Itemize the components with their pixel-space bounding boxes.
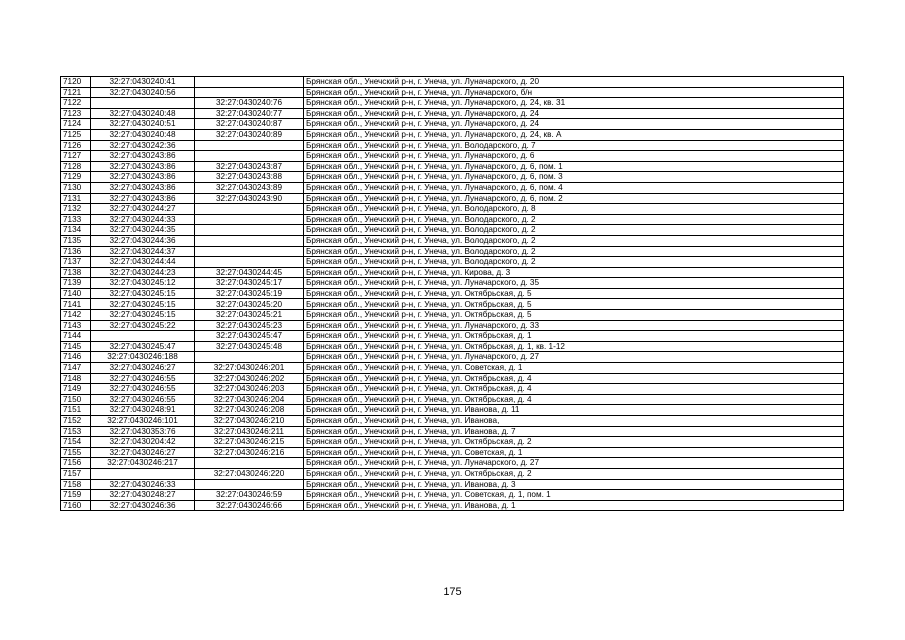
table-row <box>61 458 844 469</box>
cadastral-number-cell: 32:27:0430244:44 <box>91 257 195 268</box>
related-cadastral-number-cell: 32:27:0430240:87 <box>195 119 304 130</box>
table-row <box>61 426 844 437</box>
related-cadastral-number-cell: 32:27:0430243:89 <box>195 182 304 193</box>
row-number-cell: 7132 <box>61 204 91 215</box>
address-cell: Брянская обл., Унечский р-н, г. Унеча, ул. Луначарского, д. 6, пом. 1 <box>304 161 844 172</box>
related-cadastral-number-cell: 32:27:0430246:203 <box>195 384 304 395</box>
related-cadastral-number-cell <box>195 204 304 215</box>
table-row <box>61 278 844 289</box>
row-number-cell: 7158 <box>61 479 91 490</box>
cadastral-number-cell: 32:27:0430244:37 <box>91 246 195 257</box>
related-cadastral-number-cell: 32:27:0430246:215 <box>195 437 304 448</box>
table-row <box>61 447 844 458</box>
address-cell: Брянская обл., Унечский р-н, г. Унеча, ул. Иванова, д. 11 <box>304 405 844 416</box>
row-number-cell: 7140 <box>61 288 91 299</box>
related-cadastral-number-cell: 32:27:0430246:216 <box>195 447 304 458</box>
row-number-cell: 7134 <box>61 225 91 236</box>
cadastral-number-cell: 32:27:0430246:101 <box>91 416 195 427</box>
related-cadastral-number-cell: 32:27:0430243:87 <box>195 161 304 172</box>
row-number-cell: 7124 <box>61 119 91 130</box>
row-number-cell: 7127 <box>61 151 91 162</box>
address-cell: Брянская обл., Унечский р-н, г. Унеча, ул. Октябрьская, д. 5 <box>304 288 844 299</box>
row-number-cell: 7136 <box>61 246 91 257</box>
cadastral-number-cell: 32:27:0430243:86 <box>91 193 195 204</box>
related-cadastral-number-cell <box>195 246 304 257</box>
row-number-cell: 7138 <box>61 267 91 278</box>
table-row <box>61 204 844 215</box>
cadastral-number-cell: 32:27:0430245:12 <box>91 278 195 289</box>
row-number-cell: 7122 <box>61 98 91 109</box>
cadastral-number-cell: 32:27:0430245:15 <box>91 310 195 321</box>
row-number-cell: 7129 <box>61 172 91 183</box>
table-row <box>61 331 844 342</box>
cadastral-number-cell: 32:27:0430246:55 <box>91 394 195 405</box>
address-cell: Брянская обл., Унечский р-н, г. Унеча, ул. Луначарского, б/н <box>304 87 844 98</box>
row-number-cell: 7135 <box>61 235 91 246</box>
related-cadastral-number-cell: 32:27:0430245:20 <box>195 299 304 310</box>
table-row <box>61 225 844 236</box>
cadastral-number-cell: 32:27:0430243:86 <box>91 161 195 172</box>
table-row <box>61 341 844 352</box>
table-row <box>61 437 844 448</box>
related-cadastral-number-cell <box>195 458 304 469</box>
related-cadastral-number-cell <box>195 214 304 225</box>
address-cell: Брянская обл., Унечский р-н, г. Унеча, ул. Луначарского, д. 20 <box>304 77 844 88</box>
address-cell: Брянская обл., Унечский р-н, г. Унеча, ул. Луначарского, д. 24, кв. 31 <box>304 98 844 109</box>
cadastral-number-cell: 32:27:0430245:47 <box>91 341 195 352</box>
cadastral-number-cell <box>91 98 195 109</box>
table-row <box>61 108 844 119</box>
table-row <box>61 352 844 363</box>
cadastral-number-cell: 32:27:0430246:27 <box>91 447 195 458</box>
table-row <box>61 193 844 204</box>
address-cell: Брянская обл., Унечский р-н, г. Унеча, ул. Октябрьская, д. 5 <box>304 310 844 321</box>
row-number-cell: 7145 <box>61 341 91 352</box>
cadastral-number-cell: 32:27:0430244:33 <box>91 214 195 225</box>
address-cell: Брянская обл., Унечский р-н, г. Унеча, ул. Советская, д. 1 <box>304 447 844 458</box>
row-number-cell: 7154 <box>61 437 91 448</box>
table-row <box>61 129 844 140</box>
table-row <box>61 151 844 162</box>
cadastral-number-cell: 32:27:0430245:15 <box>91 288 195 299</box>
related-cadastral-number-cell: 32:27:0430246:220 <box>195 468 304 479</box>
cadastral-number-cell: 32:27:0430246:217 <box>91 458 195 469</box>
cadastral-number-cell: 32:27:0430240:51 <box>91 119 195 130</box>
table-row <box>61 416 844 427</box>
cadastral-number-cell: 32:27:0430204:42 <box>91 437 195 448</box>
cadastral-number-cell: 32:27:0430246:188 <box>91 352 195 363</box>
table-row <box>61 310 844 321</box>
address-cell: Брянская обл., Унечский р-н, г. Унеча, ул. Володарского, д. 2 <box>304 235 844 246</box>
row-number-cell: 7152 <box>61 416 91 427</box>
cadastral-number-cell: 32:27:0430244:27 <box>91 204 195 215</box>
row-number-cell: 7146 <box>61 352 91 363</box>
address-cell: Брянская обл., Унечский р-н, г. Унеча, ул. Володарского, д. 2 <box>304 214 844 225</box>
table-row <box>61 246 844 257</box>
row-number-cell: 7126 <box>61 140 91 151</box>
table-row <box>61 479 844 490</box>
row-number-cell: 7151 <box>61 405 91 416</box>
address-cell: Брянская обл., Унечский р-н, г. Унеча, ул. Октябрьская, д. 4 <box>304 384 844 395</box>
table-row <box>61 299 844 310</box>
related-cadastral-number-cell <box>195 235 304 246</box>
address-cell: Брянская обл., Унечский р-н, г. Унеча, ул. Луначарского, д. 33 <box>304 320 844 331</box>
row-number-cell: 7121 <box>61 87 91 98</box>
related-cadastral-number-cell: 32:27:0430246:204 <box>195 394 304 405</box>
related-cadastral-number-cell: 32:27:0430245:17 <box>195 278 304 289</box>
related-cadastral-number-cell: 32:27:0430240:89 <box>195 129 304 140</box>
table-row <box>61 172 844 183</box>
related-cadastral-number-cell: 32:27:0430245:23 <box>195 320 304 331</box>
table-row <box>61 405 844 416</box>
table-row <box>61 235 844 246</box>
table-row <box>61 87 844 98</box>
address-cell: Брянская обл., Унечский р-н, г. Унеча, ул. Кирова, д. 3 <box>304 267 844 278</box>
related-cadastral-number-cell: 32:27:0430240:76 <box>195 98 304 109</box>
row-number-cell: 7142 <box>61 310 91 321</box>
address-cell: Брянская обл., Унечский р-н, г. Унеча, ул. Луначарского, д. 6, пом. 4 <box>304 182 844 193</box>
related-cadastral-number-cell <box>195 352 304 363</box>
related-cadastral-number-cell: 32:27:0430245:19 <box>195 288 304 299</box>
address-cell: Брянская обл., Унечский р-н, г. Унеча, ул. Луначарского, д. 6 <box>304 151 844 162</box>
related-cadastral-number-cell: 32:27:0430240:77 <box>195 108 304 119</box>
address-cell: Брянская обл., Унечский р-н, г. Унеча, ул. Луначарского, д. 35 <box>304 278 844 289</box>
related-cadastral-number-cell: 32:27:0430246:59 <box>195 490 304 501</box>
address-cell: Брянская обл., Унечский р-н, г. Унеча, ул. Луначарского, д. 24 <box>304 119 844 130</box>
address-cell: Брянская обл., Унечский р-н, г. Унеча, ул. Советская, д. 1, пом. 1 <box>304 490 844 501</box>
row-number-cell: 7123 <box>61 108 91 119</box>
table-row <box>61 267 844 278</box>
related-cadastral-number-cell: 32:27:0430245:21 <box>195 310 304 321</box>
row-number-cell: 7120 <box>61 77 91 88</box>
cadastral-number-cell: 32:27:0430353:76 <box>91 426 195 437</box>
row-number-cell: 7143 <box>61 320 91 331</box>
related-cadastral-number-cell: 32:27:0430246:210 <box>195 416 304 427</box>
table-row <box>61 363 844 374</box>
table-row <box>61 161 844 172</box>
row-number-cell: 7150 <box>61 394 91 405</box>
related-cadastral-number-cell: 32:27:0430245:47 <box>195 331 304 342</box>
row-number-cell: 7153 <box>61 426 91 437</box>
table-row <box>61 394 844 405</box>
related-cadastral-number-cell: 32:27:0430246:211 <box>195 426 304 437</box>
address-cell: Брянская обл., Унечский р-н, г. Унеча, ул. Иванова, д. 7 <box>304 426 844 437</box>
cadastral-number-cell: 32:27:0430242:36 <box>91 140 195 151</box>
related-cadastral-number-cell <box>195 479 304 490</box>
related-cadastral-number-cell <box>195 77 304 88</box>
cadastral-number-cell <box>91 468 195 479</box>
address-cell: Брянская обл., Унечский р-н, г. Унеча, ул. Луначарского, д. 24, кв. А <box>304 129 844 140</box>
cadastral-number-cell: 32:27:0430245:15 <box>91 299 195 310</box>
table-row <box>61 140 844 151</box>
address-cell: Брянская обл., Унечский р-н, г. Унеча, ул. Октябрьская, д. 4 <box>304 394 844 405</box>
table-row <box>61 320 844 331</box>
cadastral-number-cell: 32:27:0430246:55 <box>91 384 195 395</box>
table-row <box>61 288 844 299</box>
table-row <box>61 373 844 384</box>
address-cell: Брянская обл., Унечский р-н, г. Унеча, ул. Советская, д. 1 <box>304 363 844 374</box>
registry-table <box>60 76 844 511</box>
cadastral-number-cell: 32:27:0430243:86 <box>91 172 195 183</box>
address-cell: Брянская обл., Унечский р-н, г. Унеча, ул. Луначарского, д. 27 <box>304 458 844 469</box>
related-cadastral-number-cell: 32:27:0430246:208 <box>195 405 304 416</box>
cadastral-number-cell: 32:27:0430246:36 <box>91 500 195 511</box>
address-cell: Брянская обл., Унечский р-н, г. Унеча, ул. Луначарского, д. 24 <box>304 108 844 119</box>
row-number-cell: 7148 <box>61 373 91 384</box>
cadastral-number-cell: 32:27:0430248:27 <box>91 490 195 501</box>
address-cell: Брянская обл., Унечский р-н, г. Унеча, ул. Иванова, д. 1 <box>304 500 844 511</box>
address-cell: Брянская обл., Унечский р-н, г. Унеча, ул. Октябрьская, д. 4 <box>304 373 844 384</box>
related-cadastral-number-cell: 32:27:0430243:90 <box>195 193 304 204</box>
address-cell: Брянская обл., Унечский р-н, г. Унеча, ул. Володарского, д. 2 <box>304 225 844 236</box>
table-row <box>61 98 844 109</box>
row-number-cell: 7155 <box>61 447 91 458</box>
cadastral-number-cell: 32:27:0430240:48 <box>91 129 195 140</box>
row-number-cell: 7130 <box>61 182 91 193</box>
row-number-cell: 7137 <box>61 257 91 268</box>
row-number-cell: 7141 <box>61 299 91 310</box>
row-number-cell: 7139 <box>61 278 91 289</box>
related-cadastral-number-cell: 32:27:0430245:48 <box>195 341 304 352</box>
table-row <box>61 500 844 511</box>
address-cell: Брянская обл., Унечский р-н, г. Унеча, ул. Октябрьская, д. 5 <box>304 299 844 310</box>
registry-table-body <box>61 77 844 511</box>
address-cell: Брянская обл., Унечский р-н, г. Унеча, ул. Володарского, д. 2 <box>304 257 844 268</box>
cadastral-number-cell: 32:27:0430246:33 <box>91 479 195 490</box>
address-cell: Брянская обл., Унечский р-н, г. Унеча, ул. Иванова, <box>304 416 844 427</box>
table-row <box>61 257 844 268</box>
address-cell: Брянская обл., Унечский р-н, г. Унеча, ул. Иванова, д. 3 <box>304 479 844 490</box>
related-cadastral-number-cell: 32:27:0430243:88 <box>195 172 304 183</box>
related-cadastral-number-cell: 32:27:0430246:66 <box>195 500 304 511</box>
related-cadastral-number-cell <box>195 87 304 98</box>
cadastral-number-cell <box>91 331 195 342</box>
cadastral-number-cell: 32:27:0430246:55 <box>91 373 195 384</box>
related-cadastral-number-cell <box>195 257 304 268</box>
row-number-cell: 7133 <box>61 214 91 225</box>
address-cell: Брянская обл., Унечский р-н, г. Унеча, ул. Октябрьская, д. 2 <box>304 468 844 479</box>
table-row <box>61 182 844 193</box>
row-number-cell: 7147 <box>61 363 91 374</box>
cadastral-number-cell: 32:27:0430243:86 <box>91 151 195 162</box>
address-cell: Брянская обл., Унечский р-н, г. Унеча, ул. Володарского, д. 8 <box>304 204 844 215</box>
cadastral-number-cell: 32:27:0430240:41 <box>91 77 195 88</box>
row-number-cell: 7144 <box>61 331 91 342</box>
cadastral-number-cell: 32:27:0430244:23 <box>91 267 195 278</box>
row-number-cell: 7128 <box>61 161 91 172</box>
related-cadastral-number-cell: 32:27:0430244:45 <box>195 267 304 278</box>
related-cadastral-number-cell: 32:27:0430246:201 <box>195 363 304 374</box>
page-number: 175 <box>443 586 462 598</box>
address-cell: Брянская обл., Унечский р-н, г. Унеча, ул. Октябрьская, д. 1, кв. 1-12 <box>304 341 844 352</box>
related-cadastral-number-cell <box>195 225 304 236</box>
address-cell: Брянская обл., Унечский р-н, г. Унеча, ул. Володарского, д. 2 <box>304 246 844 257</box>
address-cell: Брянская обл., Унечский р-н, г. Унеча, ул. Октябрьская, д. 2 <box>304 437 844 448</box>
address-cell: Брянская обл., Унечский р-н, г. Унеча, ул. Октябрьская, д. 1 <box>304 331 844 342</box>
table-row <box>61 77 844 88</box>
address-cell: Брянская обл., Унечский р-н, г. Унеча, ул. Луначарского, д. 6, пом. 3 <box>304 172 844 183</box>
row-number-cell: 7125 <box>61 129 91 140</box>
related-cadastral-number-cell <box>195 140 304 151</box>
address-cell: Брянская обл., Унечский р-н, г. Унеча, ул. Луначарского, д. 27 <box>304 352 844 363</box>
address-cell: Брянская обл., Унечский р-н, г. Унеча, ул. Луначарского, д. 6, пом. 2 <box>304 193 844 204</box>
cadastral-number-cell: 32:27:0430248:91 <box>91 405 195 416</box>
cadastral-number-cell: 32:27:0430244:36 <box>91 235 195 246</box>
address-cell: Брянская обл., Унечский р-н, г. Унеча, ул. Володарского, д. 7 <box>304 140 844 151</box>
row-number-cell: 7157 <box>61 468 91 479</box>
cadastral-number-cell: 32:27:0430240:48 <box>91 108 195 119</box>
row-number-cell: 7149 <box>61 384 91 395</box>
cadastral-number-cell: 32:27:0430246:27 <box>91 363 195 374</box>
cadastral-number-cell: 32:27:0430240:56 <box>91 87 195 98</box>
table-row <box>61 384 844 395</box>
cadastral-number-cell: 32:27:0430245:22 <box>91 320 195 331</box>
table-row <box>61 214 844 225</box>
row-number-cell: 7159 <box>61 490 91 501</box>
row-number-cell: 7156 <box>61 458 91 469</box>
related-cadastral-number-cell: 32:27:0430246:202 <box>195 373 304 384</box>
table-row <box>61 468 844 479</box>
table-row <box>61 119 844 130</box>
table-row <box>61 490 844 501</box>
related-cadastral-number-cell <box>195 151 304 162</box>
row-number-cell: 7160 <box>61 500 91 511</box>
row-number-cell: 7131 <box>61 193 91 204</box>
cadastral-number-cell: 32:27:0430244:35 <box>91 225 195 236</box>
cadastral-number-cell: 32:27:0430243:86 <box>91 182 195 193</box>
